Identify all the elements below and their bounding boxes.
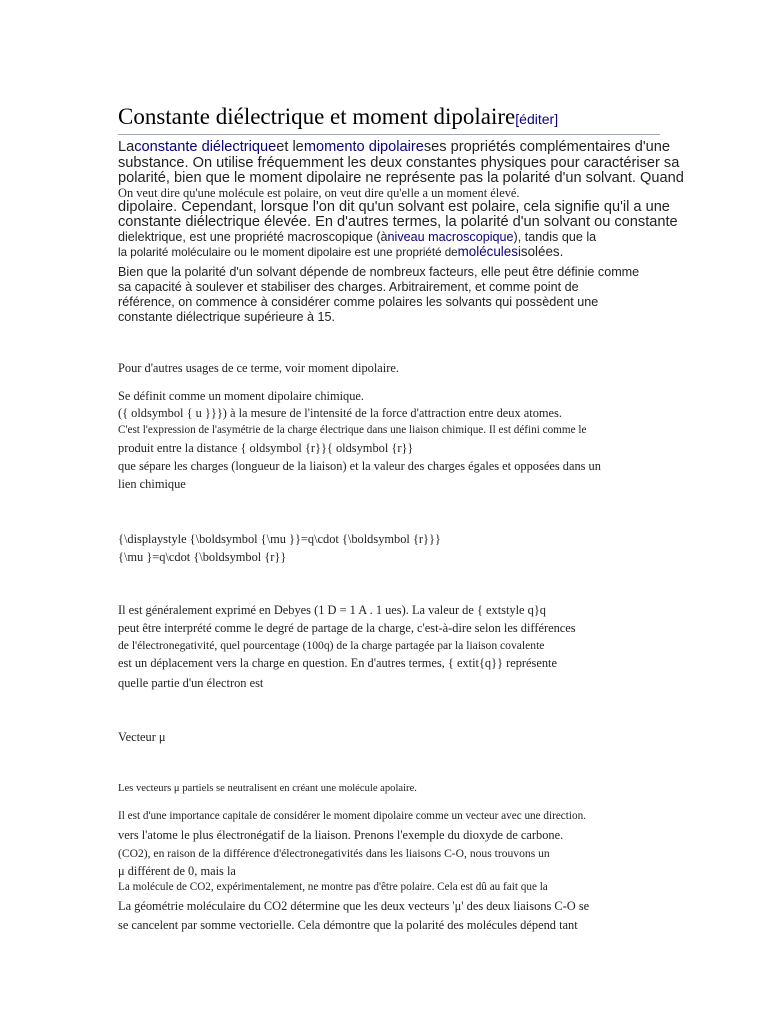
formula-line-1: {\displaystyle {\boldsymbol {\mu }}=q\cdot {\boldsymbol {r}}} xyxy=(118,532,441,546)
p1-line-3: polarité, bien que le moment dipolaire ne représente pas la polarité d'un solvant. Quand xyxy=(118,170,684,186)
p1-line-4: On veut dire qu'une molécule est polaire, on veut dire qu'elle a un moment élevé. xyxy=(118,186,520,200)
text: isolées. xyxy=(517,244,564,259)
p5-line-7: La géométrie moléculaire du CO2 détermine que les deux vecteurs 'μ' des deux liaisons C-O se xyxy=(118,899,590,913)
p5-line-6: La molécule de CO2, expérimentalement, ne montre pas d'être polaire. Cela est dû au fait que la xyxy=(118,881,548,893)
text: dielektrique, est une propriété macroscopique (à xyxy=(118,230,388,244)
p2-line-3: référence, on commence à considérer comme polaires les solvants qui possèdent une xyxy=(118,295,599,309)
p3-line-3: ({ oldsymbol { u }}}) à la mesure de l'intensité de la force d'attraction entre deux atomes. xyxy=(118,406,562,420)
formula-line-2: {\mu }=q\cdot {\boldsymbol {r}} xyxy=(118,550,287,564)
p5-line-5: μ différent de 0, mais la xyxy=(118,864,236,878)
p1-line-5: dipolaire. Cependant, lorsque l'on dit qu'un solvant est polaire, cela signifie qu'il a une xyxy=(118,199,670,215)
molecules-link[interactable]: molécules xyxy=(457,244,518,259)
p3-line-6: que sépare les charges (longueur de la liaison) et la valeur des charges égales et opposées dans un xyxy=(118,459,601,473)
vector-label: Vecteur μ xyxy=(118,730,166,744)
p1-line-6: constante diélectrique élevée. En d'autres termes, la polarité d'un solvant ou constante xyxy=(118,214,678,230)
p5-line-4: (CO2), en raison de la différence d'électronegativités dans les liaisons C-O, nous trouvons un xyxy=(118,847,550,860)
p1-line-7 xyxy=(118,230,596,244)
p1-line-2: substance. On utilise fréquemment les deux constantes physiques pour caractériser sa xyxy=(118,155,680,171)
heading-title: Constante diélectrique et moment dipolaire xyxy=(118,104,516,129)
p2-line-4: constante diélectrique supérieure à 15. xyxy=(118,310,336,324)
p5-line-8: se cancelent par somme vectorielle. Cela démontre que la polarité des molécules dépend tant xyxy=(118,918,578,932)
p4-line-5: quelle partie d'un électron est xyxy=(118,676,264,690)
p3-line-4: C'est l'expression de l'asymétrie de la charge électrique dans une liaison chimique. Il est défini comme le xyxy=(118,424,587,436)
edit-link[interactable]: [éditer] xyxy=(515,111,559,127)
p3-line-1: Pour d'autres usages de ce terme, voir moment dipolaire. xyxy=(118,361,399,375)
p4-line-2: peut être interprété comme le degré de partage de la charge, c'est-à-dire selon les différences xyxy=(118,621,576,635)
p4-line-4: est un déplacement vers la charge en question. En d'autres termes, { extit{q}} représente xyxy=(118,656,558,670)
text: la polarité moléculaire ou le moment dipolaire est une propriété de xyxy=(118,246,458,259)
text: ), tandis que la xyxy=(513,230,597,244)
text: ses propriétés complémentaires d'une xyxy=(423,139,671,155)
niveau-macroscopique-link[interactable]: niveau macroscopique xyxy=(387,230,514,244)
p3-line-7: lien chimique xyxy=(118,477,186,491)
p5-line-3: vers l'atome le plus électronégatif de la liaison. Prenons l'exemple du dioxyde de carbone. xyxy=(118,828,564,842)
p2-line-1: Bien que la polarité d'un solvant dépende de nombreux facteurs, elle peut être définie comme xyxy=(118,265,640,279)
constante-dielectrique-link[interactable]: constante diélectrique xyxy=(134,139,277,155)
text: La xyxy=(118,139,135,155)
p5-line-1: Les vecteurs μ partiels se neutralisent en créant une molécule apolaire. xyxy=(118,783,417,794)
momento-dipolaire-link[interactable]: momento dipolaire xyxy=(303,139,424,155)
p1-line-8 xyxy=(118,244,563,259)
text: et le xyxy=(276,139,304,155)
p3-line-2: Se définit comme un moment dipolaire chimique. xyxy=(118,389,365,403)
p2-line-2: sa capacité à soulever et stabiliser des charges. Arbitrairement, et comme point de xyxy=(118,280,579,294)
p3-line-5: produit entre la distance { oldsymbol {r}}{ oldsymbol {r}} xyxy=(118,441,414,455)
p4-line-1: Il est généralement exprimé en Debyes (1 D = 1 A . 1 ues). La valeur de { extstyle q}q xyxy=(118,603,546,617)
p1-line-1 xyxy=(118,139,670,155)
section-heading xyxy=(118,104,660,135)
p4-line-3: de l'électronegativité, quel pourcentage (100q) de la charge partagée par la liaison covalente xyxy=(118,639,545,652)
p5-line-2: Il est d'une importance capitale de considérer le moment dipolaire comme un vecteur avec une direction. xyxy=(118,810,586,822)
